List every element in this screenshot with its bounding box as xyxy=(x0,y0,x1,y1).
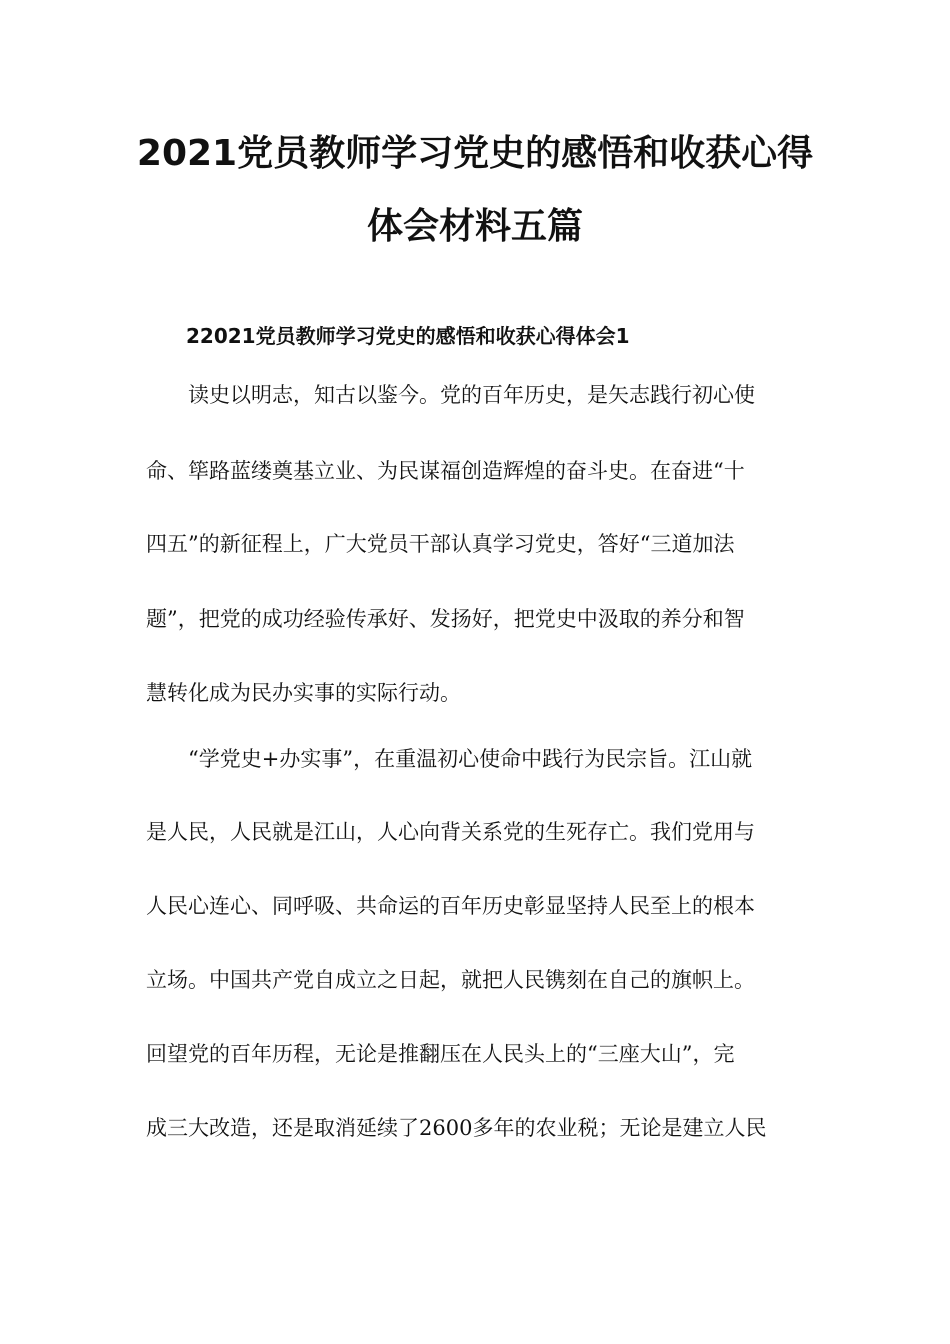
body-line-10: 回望党的百年历程，无论是推翻压在人民头上的“三座大山”，完 xyxy=(146,1042,735,1066)
body-line-6: “学党史+办实事”，在重温初心使命中践行为民宗旨。江山就 xyxy=(188,747,753,771)
body-line-8: 人民心连心、同呼吸、共命运的百年历史彰显坚持人民至上的根本 xyxy=(146,894,755,918)
body-line-1: 读史以明志，知古以鉴今。党的百年历史，是矢志践行初心使 xyxy=(188,383,755,407)
body-line-7: 是人民，人民就是江山，人心向背关系党的生死存亡。我们党用与 xyxy=(146,820,755,844)
document-title-line-2: 体会材料五篇 xyxy=(366,206,583,247)
body-line-4: 题”，把党的成功经验传承好、发扬好，把党史中汲取的养分和智 xyxy=(146,607,745,631)
body-line-3: 四五”的新征程上，广大党员干部认真学习党史，答好“三道加法 xyxy=(146,532,735,556)
document-title-line-1: 2021党员教师学习党史的感悟和收获心得 xyxy=(136,133,814,174)
section-heading: 22021党员教师学习党史的感悟和收获心得体会1 xyxy=(186,324,630,348)
body-line-2: 命、筚路蓝缕奠基立业、为民谋福创造辉煌的奋斗史。在奋进“十 xyxy=(146,459,745,483)
body-line-5: 慧转化成为民办实事的实际行动。 xyxy=(146,681,461,705)
body-line-9: 立场。中国共产党自成立之日起，就把人民镌刻在自己的旗帜上。 xyxy=(146,968,755,992)
body-line-11: 成三大改造，还是取消延续了2600多年的农业税；无论是建立人民 xyxy=(146,1116,767,1140)
